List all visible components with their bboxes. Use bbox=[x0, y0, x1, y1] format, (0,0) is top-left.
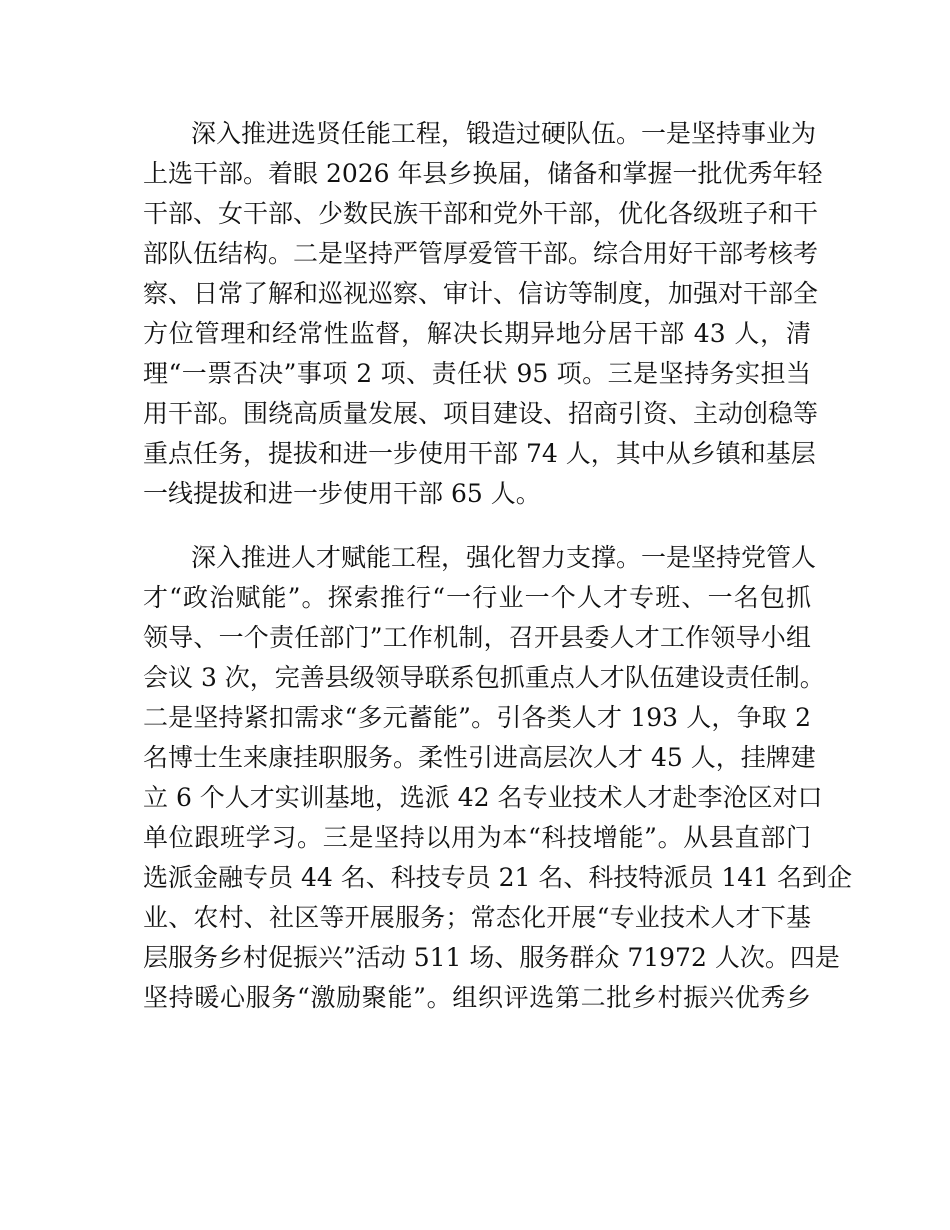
text-line: 名博士生来康挂职服务。柔性引进高层次人才 45 人，挂牌建 bbox=[143, 743, 816, 772]
paragraph-cadre-selection bbox=[143, 114, 823, 514]
document-body bbox=[143, 114, 853, 1042]
text-line: 层服务乡村促振兴”活动 511 场、服务群众 71972 人次。四是 bbox=[143, 943, 840, 972]
text-line: 深入推进人才赋能工程，强化智力支撑。一是坚持党管人 bbox=[191, 543, 817, 572]
text-line: 深入推进选贤任能工程，锻造过硬队伍。一是坚持事业为 bbox=[191, 119, 817, 148]
text-line: 单位跟班学习。三是坚持以用为本“科技增能”。从县直部门 bbox=[143, 823, 811, 852]
text-line: 察、日常了解和巡视巡察、审计、信访等制度，加强对干部全 bbox=[143, 279, 819, 308]
text-line: 上选干部。着眼 2026 年县乡换届，储备和掌握一批优秀年轻 bbox=[143, 159, 823, 188]
text-line: 部队伍结构。二是坚持严管厚爱管干部。综合用好干部考核考 bbox=[143, 239, 819, 268]
text-line: 才“政治赋能”。探索推行“一行业一个人才专班、一名包抓 bbox=[143, 583, 811, 612]
text-line: 二是坚持紧扣需求“多元蓄能”。引各类人才 193 人，争取 2 bbox=[143, 703, 811, 732]
text-line: 重点任务，提拔和进一步使用干部 74 人，其中从乡镇和基层 bbox=[143, 439, 816, 468]
text-line: 干部、女干部、少数民族干部和党外干部，优化各级班子和干 bbox=[143, 199, 819, 228]
paragraph-talent-empowerment bbox=[143, 538, 853, 1018]
text-line: 会议 3 次，完善县级领导联系包抓重点人才队伍建设责任制。 bbox=[143, 663, 825, 692]
text-line: 业、农村、社区等开展服务；常态化开展“专业技术人才下基 bbox=[143, 903, 811, 932]
text-line: 立 6 个人才实训基地，选派 42 名专业技术人才赴李沧区对口 bbox=[143, 783, 823, 812]
text-line: 选派金融专员 44 名、科技专员 21 名、科技特派员 141 名到企 bbox=[143, 863, 853, 892]
text-line: 一线提拔和进一步使用干部 65 人。 bbox=[143, 479, 541, 508]
text-line: 方位管理和经常性监督，解决长期异地分居干部 43 人，清 bbox=[143, 319, 811, 348]
text-line: 用干部。围绕高质量发展、项目建设、招商引资、主动创稳等 bbox=[143, 399, 819, 428]
text-line: 理“一票否决”事项 2 项、责任状 95 项。三是坚持务实担当 bbox=[143, 359, 811, 388]
text-line: 坚持暖心服务“激励聚能”。组织评选第二批乡村振兴优秀乡 bbox=[143, 983, 811, 1012]
text-line: 领导、一个责任部门”工作机制，召开县委人才工作领导小组 bbox=[143, 623, 811, 652]
